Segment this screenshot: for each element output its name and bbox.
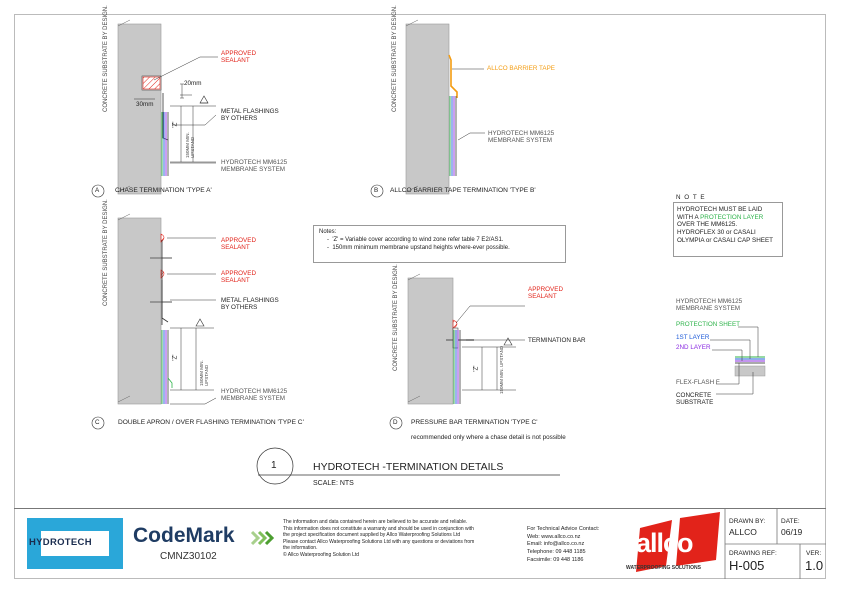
detail-c-side-label: CONCRETE SUBSTRATE BY DESIGN. (103, 199, 109, 306)
detail-b-graphic (371, 20, 485, 197)
disclaimer-line: The information and data contained herein are believed to be accurate and reliable. (283, 519, 468, 525)
detail-d-letter: D (393, 419, 398, 426)
detail-c-membrane: HYDROTECH MM6125 MEMBRANE SYSTEM (221, 388, 288, 403)
detail-c-z: 'Z' (171, 354, 179, 361)
detail-c-graphic (92, 214, 216, 429)
legend-flexflash: FLEX-FLASH F (676, 379, 720, 386)
contact-line: Web: www.allco.co.nz (527, 533, 581, 540)
detail-b-letter: B (374, 187, 379, 194)
note-line: WITH A PROTECTION LAYER (677, 213, 764, 221)
note-line: OVER THE MM6125. (677, 221, 738, 229)
drawing-ref-label: DRAWING REF: (729, 550, 777, 557)
drawing-title: HYDROTECH -TERMINATION DETAILS (313, 461, 504, 473)
disclaimer-line: This information does not constitute a warranty and should be used in conjunction with (283, 525, 474, 532)
detail-a-membrane: HYDROTECH MM6125 MEMBRANE SYSTEM (221, 159, 288, 174)
detail-c-sealant2: APPROVED SEALANT (221, 270, 256, 285)
protection-layer-text: PROTECTION LAYER (700, 213, 764, 221)
version-label: VER: (806, 550, 822, 557)
drawing-scale: SCALE: NTS (313, 480, 354, 487)
detail-a-flashings: METAL FLASHINGS BY OTHERS (221, 108, 279, 123)
disclaimer-line: the project specification document supplied by Allco Waterproofing Solutions Ltd (283, 532, 461, 538)
notes-box (313, 225, 566, 263)
detail-d-title: PRESSURE BAR TERMINATION 'TYPE C' (411, 419, 538, 426)
notes-item: - 150mm minimum membrane upstand heights where-ever possible. (327, 245, 510, 251)
drawing-number: 1 (271, 460, 277, 471)
contact-line: For Technical Advice Contact: (527, 526, 600, 532)
disclaimer-line: the information. (283, 545, 318, 551)
date-label: DATE: (781, 518, 800, 525)
note-line: HYDROFLEX 30 or CASALI (677, 229, 756, 237)
detail-a-graphic (92, 20, 218, 197)
legend-concrete: CONCRETE SUBSTRATE (676, 392, 714, 407)
detail-c-title: DOUBLE APRON / OVER FLASHING TERMINATION 'TYPE C' (118, 419, 304, 426)
notes-item-text: 150mm minimum membrane upstand heights where-ever possible. (332, 245, 510, 251)
legend-title: HYDROTECH MM6125 MEMBRANE SYSTEM (676, 298, 743, 313)
legend-layer1: 1ST LAYER (676, 334, 710, 341)
detail-b-title: ALLCO BARRIER TAPE TERMINATION 'TYPE B' (390, 187, 536, 194)
detail-c-letter: C (95, 419, 100, 426)
detail-d-sealant: APPROVED SEALANT (528, 286, 563, 301)
notes-item-text: 'Z' = Variable cover according to wind zone refer table 7 E2/AS1. (332, 237, 504, 243)
detail-a-upstand: 150MM MIN. UPSTAND (185, 132, 195, 158)
detail-a-letter: A (95, 187, 100, 194)
notes-heading: Notes: (319, 229, 337, 235)
detail-b-membrane: HYDROTECH MM6125 MEMBRANE SYSTEM (488, 130, 555, 145)
detail-c-flashings: METAL FLASHINGS BY OTHERS (221, 297, 279, 312)
detail-a-sealant-label: APPROVED SEALANT (221, 50, 256, 65)
date-value: 06/19 (781, 527, 803, 537)
version: 1.0 (805, 558, 824, 573)
note-line: HYDROTECH MUST BE LAID (677, 206, 763, 213)
contact-line: Facsimile: 09 448 1186 (527, 556, 584, 563)
detail-a-side-label: CONCRETE SUBSTRATE BY DESIGN. (103, 5, 109, 112)
disclaimer (283, 519, 474, 558)
detail-b-tape-label: ALLCO BARRIER TAPE (487, 65, 556, 72)
detail-d-bar: TERMINATION BAR (528, 337, 586, 344)
detail-d-upstand: 150MM MIN. UPSTAND (499, 345, 504, 394)
note-heading: N O T E (676, 194, 706, 201)
note-line: OLYMPIA or CASALI CAP SHEET (677, 236, 774, 244)
codemark-logo: CodeMark (133, 524, 235, 547)
note-panel (673, 202, 783, 257)
notes-item: - 'Z' = Variable cover according to wind zone refer table 7 E2/AS1. (327, 237, 504, 243)
detail-d-side-label: CONCRETE SUBSTRATE BY DESIGN. (393, 264, 399, 371)
disclaimer-line: © Allco Waterproofing Solution Ltd (283, 551, 360, 558)
detail-a-dim-20: 20mm (184, 80, 202, 87)
contact-line: Telephone: 09 448 1185 (527, 549, 586, 556)
disclaimer-line: Please contact Allco Waterproofing Solutions Ltd with any questions or deviations from (283, 538, 475, 545)
detail-a-dim-30: 30mm (136, 101, 154, 108)
codemark-code: CMNZ30102 (160, 551, 217, 562)
detail-d-subtitle: recommended only where a chase detail is not possible (411, 434, 566, 441)
detail-c-sealant1: APPROVED SEALANT (221, 237, 256, 252)
drawn-by-label: DRAWN BY: (729, 518, 766, 525)
drawing-ref: H-005 (729, 558, 765, 573)
detail-a-z: 'Z' (171, 121, 179, 128)
allco-logo: allco (636, 528, 693, 558)
detail-d-z: 'Z' (472, 365, 480, 372)
legend-layer2: 2ND LAYER (676, 344, 711, 351)
legend-protection: PROTECTION SHEET (676, 321, 741, 328)
drawn-by: ALLCO (729, 527, 757, 537)
detail-b-side-label: CONCRETE SUBSTRATE BY DESIGN. (392, 5, 398, 112)
detail-c-upstand: 150MM MIN. UPSTAND (199, 360, 209, 386)
contact-block (527, 526, 599, 564)
hydrotech-logo: HYDROTECH (29, 537, 92, 548)
allco-tagline: WATERPROOFING SOLUTIONS (626, 565, 701, 571)
detail-a-title: CHASE TERMINATION 'TYPE A' (115, 187, 212, 194)
contact-line: Email: info@allco.co.nz (527, 541, 585, 548)
